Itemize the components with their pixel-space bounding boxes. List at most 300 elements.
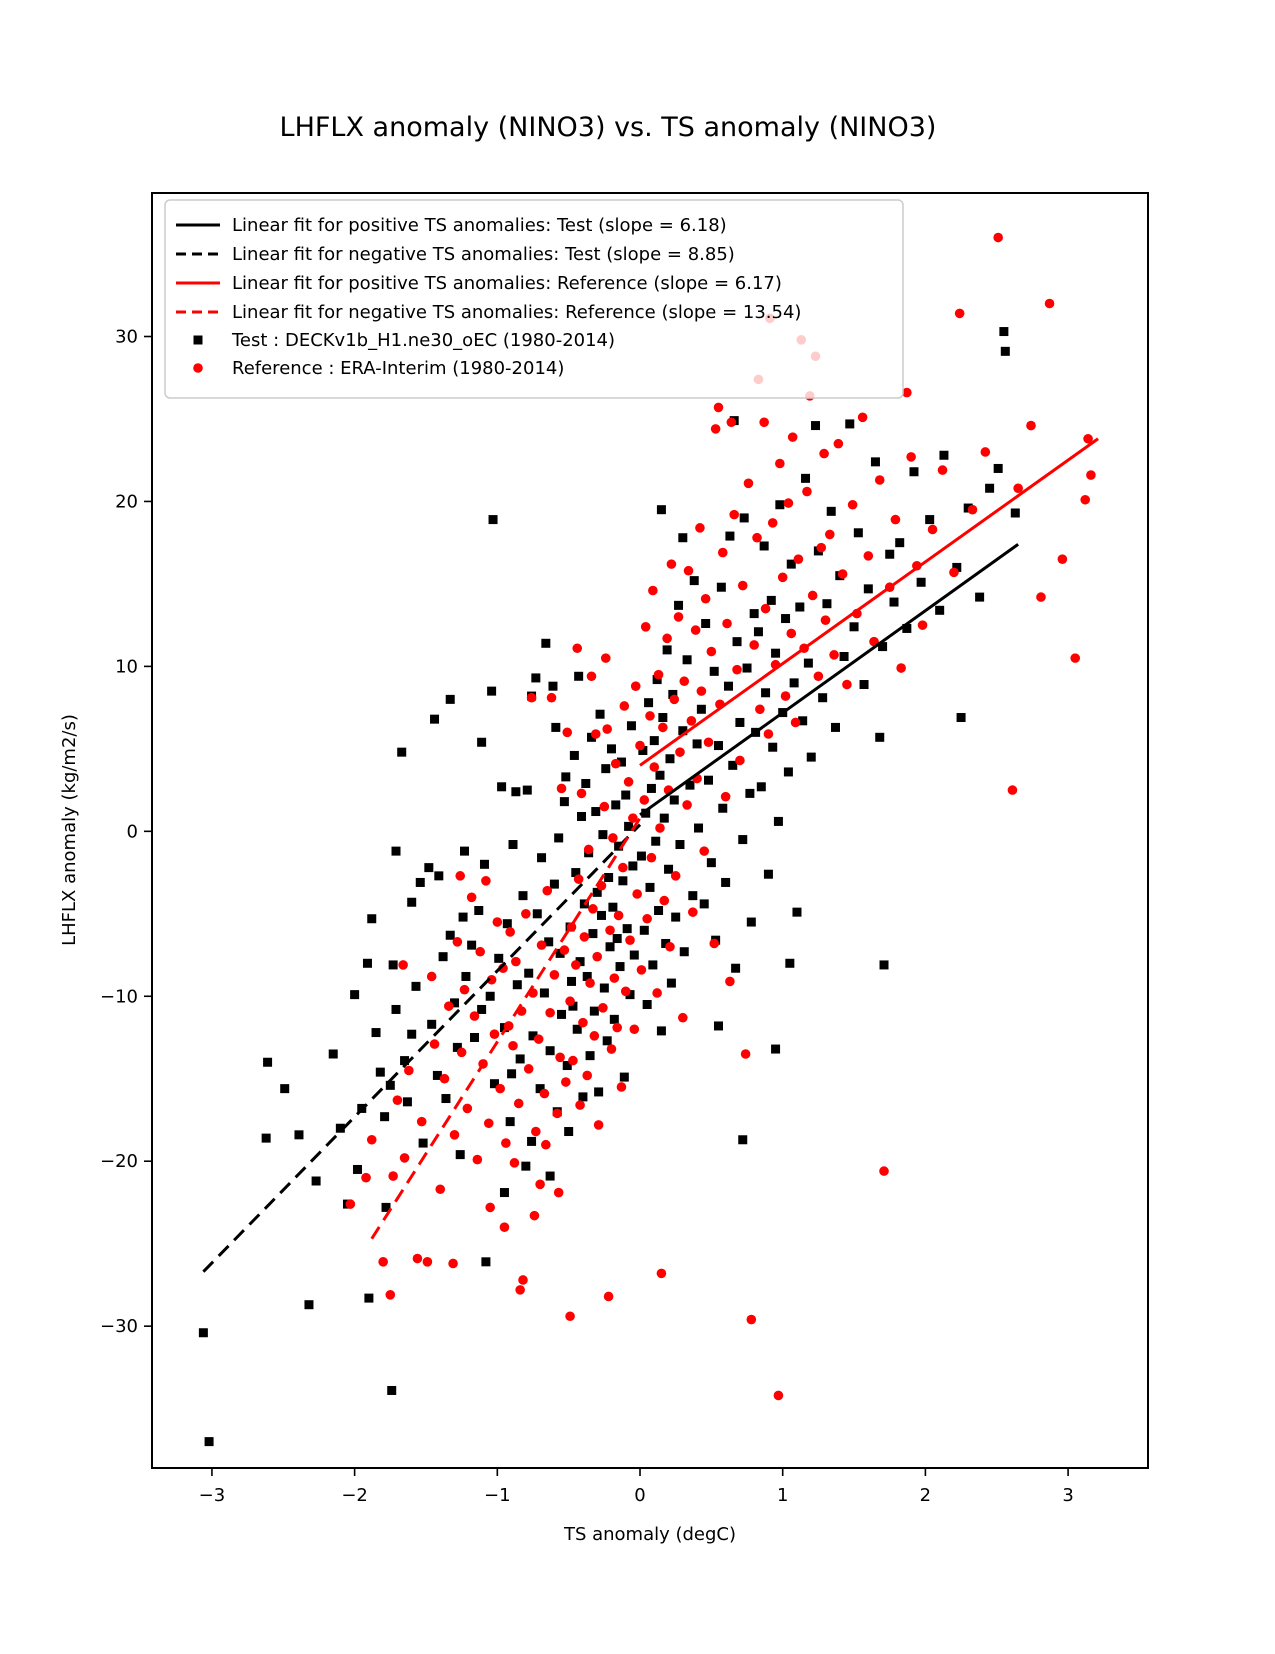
reference-point-marker [684,566,694,576]
test-point-marker [601,764,610,773]
test-point-marker [724,682,733,691]
test-point-marker [597,911,606,920]
test-point-marker [262,1134,271,1143]
reference-point-marker [709,939,719,949]
reference-point-marker [658,723,668,733]
reference-point-marker [722,619,732,629]
reference-point-marker [711,424,721,434]
test-point-marker [564,1127,573,1136]
reference-point-marker [688,907,698,917]
test-point-marker [637,852,646,861]
reference-point-marker [875,475,885,485]
reference-point-marker [725,977,735,987]
reference-point-marker [484,1118,494,1128]
test-point-marker [407,898,416,907]
reference-point-marker [864,551,874,561]
test-point-marker [750,609,759,618]
test-point-marker [771,1045,780,1054]
reference-point-marker [794,554,804,564]
reference-point-marker [527,693,537,703]
reference-point-marker [582,1071,592,1081]
test-point-marker [607,744,616,753]
reference-point-marker [560,945,570,955]
reference-point-marker [747,1315,757,1325]
y-tick-label: 30 [115,326,138,348]
test-point-marker [761,688,770,697]
reference-point-marker [721,792,731,802]
reference-point-marker [1080,495,1090,505]
test-point-marker [1011,508,1020,517]
reference-point-marker [601,653,611,663]
reference-point-marker [707,647,717,657]
reference-point-marker [493,917,503,927]
test-point-marker [714,1021,723,1030]
test-point-marker [294,1130,303,1139]
reference-point-marker [821,615,831,625]
test-point-marker [461,972,470,981]
test-point-marker [389,960,398,969]
test-point-marker [598,830,607,839]
test-point-marker [784,767,793,776]
reference-point-marker [808,591,818,601]
test-point-marker [588,929,597,938]
test-point-marker [721,878,730,887]
test-point-marker [611,800,620,809]
reference-point-marker [791,718,801,728]
reference-point-marker [550,970,560,980]
test-point-marker [804,659,813,668]
test-point-marker [735,718,744,727]
test-point-marker [664,865,673,874]
test-point-marker [205,1437,214,1446]
test-point-marker [494,954,503,963]
test-point-marker [665,754,674,763]
reference-point-marker [602,724,612,734]
reference-point-marker [510,1158,520,1168]
reference-point-marker [741,1049,751,1059]
test-point-marker [554,833,563,842]
reference-point-marker [417,1117,427,1127]
test-point-marker [507,1069,516,1078]
test-point-marker [600,984,609,993]
test-point-marker [795,603,804,612]
reference-point-marker [600,802,610,812]
reference-point-marker [675,747,685,757]
test-point-marker [831,723,840,732]
test-point-marker [860,680,869,689]
reference-point-marker [453,937,463,947]
reference-point-marker [404,1066,414,1076]
test-point-marker [683,655,692,664]
reference-point-marker [463,1104,473,1114]
test-point-marker [519,891,528,900]
test-point-marker [446,695,455,704]
test-point-marker [459,913,468,922]
test-point-marker [416,878,425,887]
reference-point-marker [641,622,651,632]
reference-point-marker [545,1008,555,1018]
legend-entry-label: Linear fit for negative TS anomalies: Reference (slope = 13.54) [232,302,802,323]
reference-point-marker [444,1001,454,1011]
test-point-marker [551,723,560,732]
test-point-marker [854,528,863,537]
reference-point-marker [594,1120,604,1130]
reference-point-marker [361,1173,371,1183]
test-point-marker [655,771,664,780]
reference-point-marker [652,988,662,998]
reference-point-marker [605,925,615,935]
reference-point-marker [654,670,664,680]
reference-point-marker [788,432,798,442]
reference-point-marker [825,530,835,540]
plot-title: LHFLX anomaly (NINO3) vs. TS anomaly (NINO3) [279,112,937,143]
test-point-marker [509,840,518,849]
reference-point-marker [393,1095,403,1105]
test-point-marker [871,457,880,466]
test-point-marker [537,853,546,862]
reference-point-marker [578,1018,588,1028]
reference-point-marker [541,1140,551,1150]
test-point-marker [581,779,590,788]
test-point-marker [392,1005,401,1014]
test-point-marker [714,741,723,750]
reference-point-marker [568,1056,578,1066]
reference-point-marker [714,403,724,413]
reference-point-marker [891,515,901,525]
test-point-marker [578,1092,587,1101]
reference-point-marker [838,569,848,579]
reference-point-marker [607,1044,617,1054]
reference-point-marker [662,634,672,644]
reference-point-marker [557,784,567,794]
test-point-marker [697,705,706,714]
test-point-marker [801,474,810,483]
test-point-marker [521,1162,530,1171]
test-point-marker [591,807,600,816]
reference-point-marker [531,1127,541,1137]
reference-point-marker [896,663,906,673]
reference-point-marker [624,777,634,787]
test-point-marker [707,858,716,867]
reference-point-marker [879,1166,889,1176]
reference-point-marker [718,548,728,558]
test-point-marker [850,622,859,631]
reference-point-marker [755,704,765,714]
test-point-marker [460,847,469,856]
test-point-marker [693,739,702,748]
test-point-marker [263,1058,272,1067]
test-point-marker [627,721,636,730]
legend-entry-label: Test : DECKv1b_H1.ne30_oEC (1980-2014) [232,330,616,351]
reference-point-marker [632,889,642,899]
reference-point-marker [448,1259,458,1269]
test-point-marker [690,576,699,585]
reference-point-marker [554,1188,564,1198]
reference-point-marker [587,671,597,681]
reference-point-marker [588,904,598,914]
test-point-marker [613,934,622,943]
test-point-marker [646,883,655,892]
x-tick-label: 3 [1062,1485,1074,1506]
reference-point-marker [612,1023,622,1033]
reference-point-marker [981,447,991,457]
test-point-marker [733,637,742,646]
test-point-marker [757,782,766,791]
reference-point-marker [858,413,868,423]
reference-point-marker [775,459,785,469]
reference-point-marker [786,629,796,639]
test-point-marker [957,713,966,722]
reference-point-marker [590,1031,600,1041]
test-point-marker [740,513,749,522]
test-point-marker [430,715,439,724]
test-point-marker [546,1046,555,1055]
test-point-marker [531,673,540,682]
reference-point-marker [467,893,477,903]
test-point-marker [533,909,542,918]
reference-point-marker [1058,554,1068,564]
reference-point-marker [534,1034,544,1044]
reference-point-marker [542,886,552,896]
reference-point-marker [427,972,437,982]
test-point-marker [516,1054,525,1063]
reference-point-marker [671,871,681,881]
test-point-marker [738,1135,747,1144]
test-point-marker [864,584,873,593]
negative-fit-test-line [203,825,640,1272]
test-point-marker [671,913,680,922]
test-point-marker [985,484,994,493]
test-point-marker [616,962,625,971]
test-point-marker [403,1097,412,1106]
test-point-marker [822,599,831,608]
reference-point-marker [938,465,948,475]
test-point-marker [785,959,794,968]
legend-entry-label: Reference : ERA-Interim (1980-2014) [232,358,565,379]
x-tick-label: −2 [341,1485,368,1506]
test-point-marker [594,1087,603,1096]
test-point-marker [621,791,630,800]
test-point-marker [807,753,816,762]
reference-point-marker [819,449,829,459]
reference-point-marker [604,1292,614,1302]
test-point-marker [486,992,495,1001]
test-point-marker [994,464,1003,473]
test-point-marker [480,860,489,869]
test-point-marker [658,713,667,722]
test-point-marker [376,1068,385,1077]
test-point-marker [650,736,659,745]
reference-point-marker [647,853,657,863]
test-point-marker [487,687,496,696]
reference-point-marker [346,1199,356,1209]
reference-point-marker [561,1077,571,1087]
test-point-marker [660,814,669,823]
test-point-marker [500,1188,509,1197]
reference-point-marker [598,1003,608,1013]
y-tick-label: 0 [126,821,138,843]
test-point-marker [329,1049,338,1058]
test-point-marker [610,1015,619,1024]
test-point-marker [560,797,569,806]
test-point-marker [939,451,948,460]
test-point-marker [917,578,926,587]
test-point-marker [890,598,899,607]
reference-point-marker [591,729,601,739]
reference-point-marker [501,1138,511,1148]
reference-point-marker [540,1089,550,1099]
reference-point-marker [816,543,826,553]
test-point-marker [670,795,679,804]
test-point-marker [743,664,752,673]
reference-point-marker [562,728,572,738]
reference-point-marker [565,996,575,1006]
reference-point-marker [621,987,631,997]
reference-point-marker [768,518,778,528]
reference-point-marker [1036,592,1046,602]
x-tick-label: 1 [776,1485,789,1506]
reference-point-marker [552,1109,562,1119]
reference-point-marker [630,1024,640,1034]
reference-point-marker [678,1013,688,1023]
reference-point-marker [475,947,485,957]
reference-point-marker [470,1011,480,1021]
test-point-marker [710,667,719,676]
reference-point-marker [385,1290,395,1300]
reference-point-marker [679,676,689,686]
test-point-marker [674,601,683,610]
test-point-marker [1001,347,1010,356]
reference-point-marker [378,1257,388,1267]
reference-point-marker [834,439,844,449]
test-point-marker [694,824,703,833]
test-point-marker [446,931,455,940]
test-point-marker [654,906,663,915]
test-point-marker [618,876,627,885]
test-point-marker [489,515,498,524]
reference-point-marker [657,1269,667,1279]
reference-point-marker [842,680,852,690]
reference-point-marker [732,665,742,675]
reference-point-marker [571,960,581,970]
reference-point-marker [610,973,620,983]
test-point-marker [419,1139,428,1148]
test-point-marker [760,541,769,550]
y-tick-label: −30 [100,1316,138,1338]
test-point-marker [628,861,637,870]
reference-point-marker [490,1029,500,1039]
test-point-marker [546,1172,555,1181]
test-point-marker [540,988,549,997]
negative-fit-reference-line [372,818,640,1239]
test-point-marker [717,583,726,592]
reference-point-marker [1026,421,1036,431]
test-point-marker [644,698,653,707]
reference-point-marker [1070,653,1080,663]
test-point-marker [790,678,799,687]
test-point-marker [909,467,918,476]
test-point-marker [840,652,849,661]
test-point-marker [477,738,486,747]
test-point-marker [754,627,763,636]
test-point-marker [885,550,894,559]
test-point-marker [725,532,734,541]
y-tick-label: 20 [115,491,138,513]
reference-point-marker [524,1064,534,1074]
test-point-marker [657,505,666,514]
test-point-marker [511,787,520,796]
test-point-marker [663,645,672,654]
test-point-marker [497,782,506,791]
test-point-marker [380,1112,389,1121]
reference-point-marker [625,935,635,945]
test-point-marker [363,959,372,968]
test-point-marker [387,1386,396,1395]
reference-point-marker [697,686,707,696]
scatter-points [199,233,1096,1446]
test-point-marker [738,835,747,844]
reference-point-marker [500,1222,510,1232]
test-point-marker [606,942,615,951]
test-point-marker [718,804,727,813]
reference-point-marker [367,1135,377,1145]
test-point-marker [771,649,780,658]
reference-point-marker [729,510,739,520]
reference-point-marker [1086,470,1096,480]
test-point-marker [439,952,448,961]
test-point-marker [392,847,401,856]
x-tick-label: 0 [634,1485,646,1506]
test-point-marker [527,1137,536,1146]
test-point-marker [541,639,550,648]
reference-point-marker [968,505,978,515]
reference-point-marker [584,845,594,855]
reference-point-marker [778,573,788,583]
x-tick-label: −1 [484,1485,511,1506]
reference-point-marker [802,487,812,497]
reference-point-marker [648,586,658,596]
reference-point-marker [495,1084,505,1094]
test-point-marker [550,880,559,889]
reference-point-marker [521,909,531,919]
test-point-marker [764,870,773,879]
test-point-marker [657,1026,666,1035]
test-point-marker [747,918,756,927]
reference-point-marker [759,417,769,427]
test-point-marker [818,693,827,702]
reference-point-marker [505,927,515,937]
reference-point-marker [642,914,652,924]
reference-point-marker [511,957,521,967]
reference-point-marker [585,978,595,988]
reference-point-marker [565,1311,575,1321]
test-point-marker [745,789,754,798]
reference-point-marker [674,612,684,622]
reference-point-marker [928,525,938,535]
test-point-marker [680,947,689,956]
reference-point-marker [814,671,824,681]
test-point-marker [648,960,657,969]
test-point-marker [574,672,583,681]
y-axis-label: LHFLX anomaly (kg/m2/s) [59,714,80,946]
test-point-marker [604,873,613,882]
reference-point-marker [580,932,590,942]
reference-point-marker [699,846,709,856]
legend-entry-label: Linear fit for negative TS anomalies: Test (slope = 8.85) [232,244,735,265]
reference-point-marker [455,871,465,881]
test-point-marker [925,515,934,524]
test-point-marker [647,784,656,793]
